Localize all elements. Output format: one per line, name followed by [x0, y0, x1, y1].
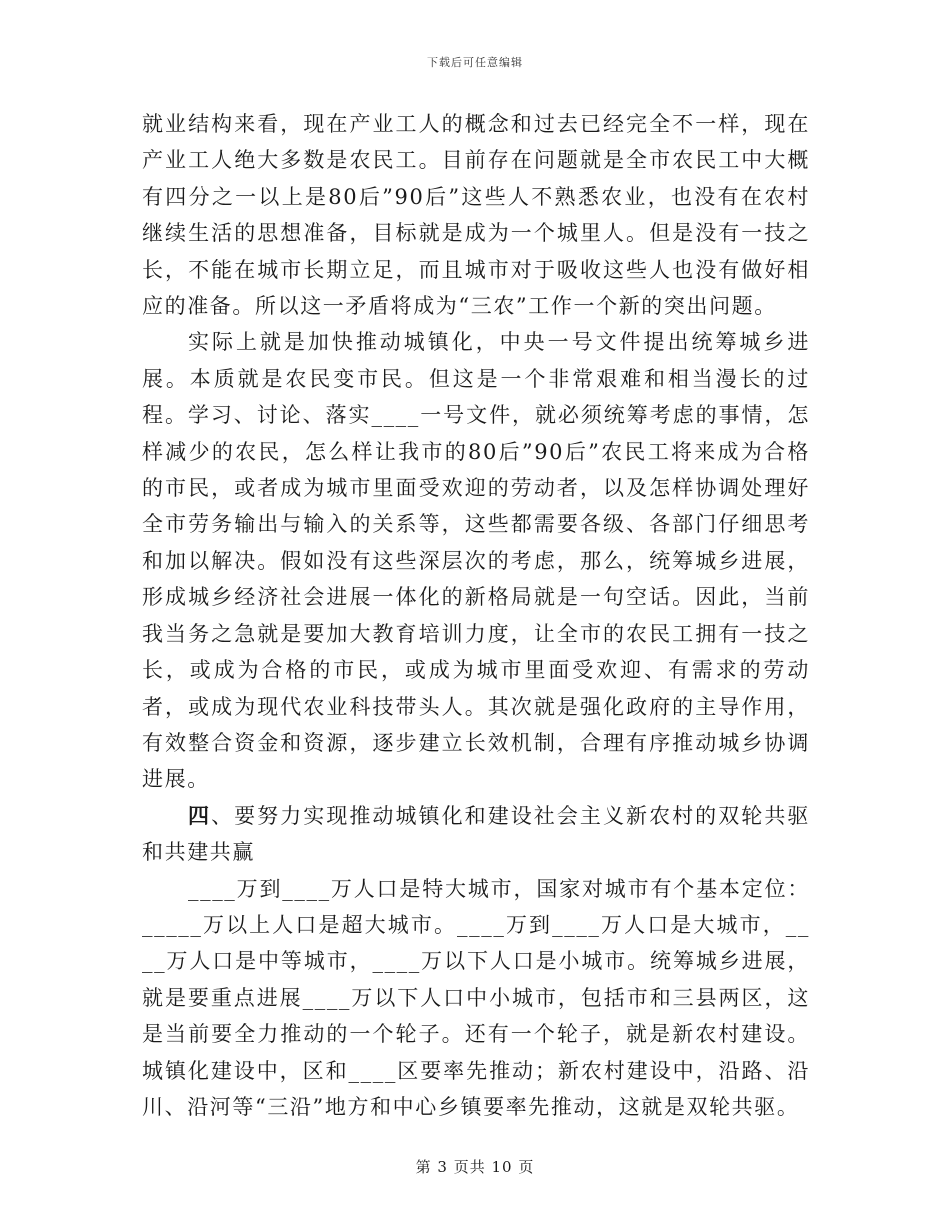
section-number: 四	[188, 802, 212, 828]
paragraph-urbanization: 实际上就是加快推动城镇化，中央一号文件提出统筹城乡进展。本质就是农民变市民。但这是一个非常艰难和相当漫长的过程。学习、讨论、落实____一号文件，就必须统筹考虑的事情，怎样减少的农民，怎么样让我市的80后”90后”农民工将来成为合格的市民，或者成为城市里面受欢迎的劳动者，以及怎样协调处理好全市劳务输出与输入的关系等，这些都需要各级、各部门仔细思考和加以解决。假如没有这些深层次的考虑，那么，统筹城乡进展，形成城乡经济社会进展一体化的新格局就是一句空话。因此，当前我当务之急就是要加大教育培训力度，让全市的农民工拥有一技之长，或成为合格的市民，或成为城市里面受欢迎、有需求的劳动者，或成为现代农业科技带头人。其次就是强化政府的主导作用，有效整合资金和资源，逐步建立长效机制，合理有序推动城乡协调进展。	[142, 330, 810, 792]
paragraph-city-classification: ____万到____万人口是特大城市，国家对城市有个基本定位：_____万以上人口是超大城市。____万到____万人口是大城市，____万人口是中等城市，____万以下人口是小城市。统筹城乡进展，就是要重点进展____万以下人口中小城市，包括市和三县两区，这是当前要全力推动的一个轮子。还有一个轮子，就是新农村建设。城镇化建设中，区和____区要率先推动；新农村建设中，沿路、沿川、沿河等“三沿”地方和中心乡镇要率先推动，这就是双轮共驱。	[142, 876, 810, 1119]
section-heading-text: 、要努力实现推动城镇化和建设社会主义新农村的双轮共驱和共建共赢	[142, 803, 810, 865]
document-body	[142, 106, 810, 1125]
page-header: 下载后可任意编辑	[427, 56, 523, 69]
section-heading-four	[142, 798, 810, 871]
page-number: 第 3 页共 10 页	[415, 1158, 535, 1176]
paragraph-employment-structure: 就业结构来看，现在产业工人的概念和过去已经完全不一样，现在产业工人绝大多数是农民工。目前存在问题就是全市农民工中大概有四分之一以上是80后”90后”这些人不熟悉农业，也没有在农村继续生活的思想准备，目标就是成为一个城里人。但是没有一技之长，不能在城市长期立足，而且城市对于吸收这些人也没有做好相应的准备。所以这一矛盾将成为“三农”工作一个新的突出问题。	[142, 112, 810, 319]
